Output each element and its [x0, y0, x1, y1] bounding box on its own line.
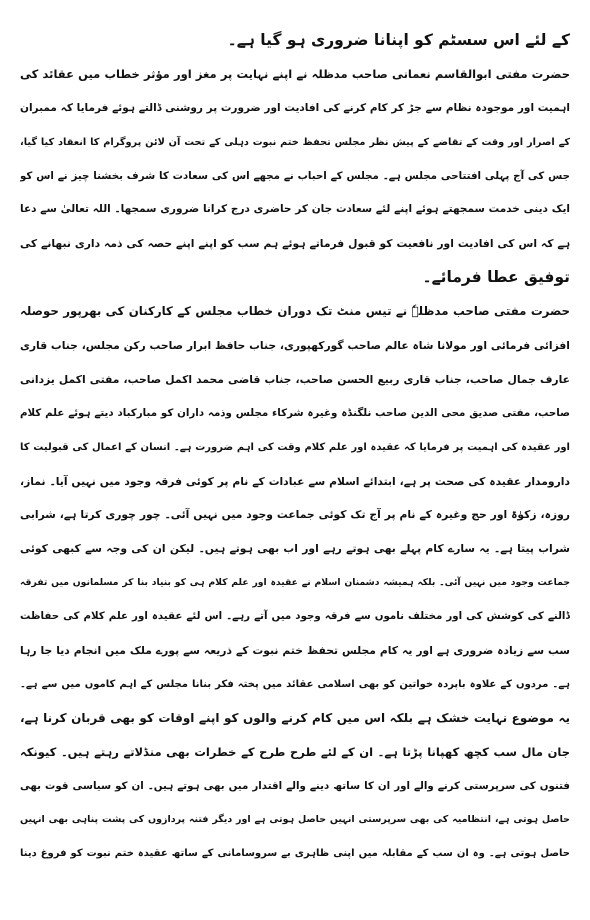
- text-line: ایک دینی خدمت سمجھتے ہوئے اپنے لئے سعادت جان کر حاضری درج کرانا ضروری سمجھا۔ اللہ تعالیٰ سے دعا: [20, 203, 570, 216]
- text-line: ڈالنے کی کوشش کی اور مختلف ناموں سے فرقہ وجود میں آتے رہے۔ اس لئے عقیدہ اور علم کلام کی حفاظت: [20, 610, 570, 623]
- text-line: حاصل ہوتی ہے، انتظامیہ کی بھی سرپرستی انہیں حاصل ہوتی ہے اور دیگر فتنہ پردازوں کی پشت پناہی بھی انہیں: [20, 814, 570, 826]
- text-line: صاحب، مفتی صدیق محی الدین صاحب نلگنڈہ وغیرہ شرکاء مجلس وذمہ داران کو مبارکباد دیتے ہوئے علم کلام: [20, 406, 570, 419]
- text-line: ہے۔ مردوں کے علاوہ باپردہ خواتین کو بھی اسلامی عقائد میں پختہ فکر بنانا مجلس کے اہم کاموں میں سے ہے۔: [20, 678, 570, 690]
- text-line: عارف جمال صاحب، جناب قاری ربیع الحسن صاحب، جناب قاضی محمد اکمل صاحب، مفتی اکمل یزدانی: [20, 372, 570, 386]
- text-line: حاصل ہوتی ہے۔ وہ ان سب کے مقابلہ میں اپنی ظاہری بے سروسامانی کے ساتھ عقیدہ ختم نبوت کو فروغ دینا: [20, 848, 570, 860]
- text-line: توفیق عطا فرمائے۔: [422, 268, 570, 287]
- text-line: اور عقیدہ کی اہمیت پر فرمایا کہ عقیدہ اور علم کلام وقت کی اہم ضرورت ہے۔ انسان کے اعمال کی قبولیت کا: [20, 441, 570, 453]
- text-line: کے اصرار اور وقت کے تقاضے کے پیش نظر مجلس تحفظ ختم نبوت دہلی کے تحت آن لائن پروگرام کا انعقاد کیا گیا،: [20, 136, 570, 148]
- text-line: کے لئے اس سسٹم کو اپنانا ضروری ہو گیا ہے۔: [227, 31, 570, 49]
- text-line: حضرت مفتی ابوالقاسم نعمانی صاحب مدظلہ نے اپنے نہایت پر مغز اور مؤثر خطاب میں عقائد کی: [20, 66, 570, 81]
- text-line: افزائی فرمائی اور مولانا شاہ عالم صاحب گورکھپوری، جناب حافظ ابرار صاحب رکن مجلس، جناب قاری: [20, 339, 570, 353]
- text-line: شراب پیتا ہے۔ یہ سارے کام پہلے بھی ہوتے رہے اور اب بھی ہوتے ہیں۔ لیکن ان کی وجہ سے کبھی کوئی: [20, 542, 570, 556]
- text-line: فتنوں کی سرپرستی کرنے والے اور ان کا ساتھ دینے والے اقتدار میں بھی ہوتے ہیں۔ ان کو سیاسی قوت بھی: [20, 779, 570, 792]
- text-line: جس کی آج پہلی افتتاحی مجلس ہے۔ مجلس کے احباب نے مجھے اس کی سعادت کا شرف بخشنا چیز نے اس کو: [20, 169, 570, 182]
- text-line: ہے کہ اس کی افادیت اور نافعیت کو قبول فرماتے ہوئے ہم سب کو اپنے اپنے حصہ کی ذمہ داری نبھانے کی: [20, 237, 570, 251]
- text-line: دارومدار عقیدہ کی صحت پر ہے، ابتدائے اسلام سے عبادات کے نام پر کوئی فرقہ وجود میں نہیں آیا۔ نماز،: [20, 474, 570, 488]
- text-line: جماعت وجود میں نہیں آئی۔ بلکہ ہمیشہ دشمنان اسلام نے عقیدہ اور علم کلام ہی کو بنیاد بنا کر مسلمانوں میں تفرقہ: [20, 577, 570, 589]
- urdu-article-body: [20, 24, 570, 871]
- text-line: اہمیت اور موجودہ نظام سے جڑ کر کام کرنے کی افادیت اور ضرورت پر روشنی ڈالتے ہوئے فرمایا کہ ممبران: [20, 101, 570, 114]
- text-line: یہ موضوع نہایت خشک ہے بلکہ اس میں کام کرنے والوں کو اپنے اوقات کو بھی قربان کرنا ہے،: [20, 710, 570, 725]
- text-line: روزہ، زکوٰۃ اور حج وغیرہ کے نام پر آج تک کوئی جماعت وجود میں نہیں آئی۔ چور چوری کرتا ہے، شرابی: [20, 508, 570, 522]
- text-line: جان مال سب کچھ کھپانا پڑتا ہے۔ ان کے لئے طرح طرح کے خطرات بھی منڈلاتے رہتے ہیں۔ کیونکہ: [20, 744, 570, 759]
- text-line: سب سے زیادہ ضروری ہے اور یہ کام مجلس تحفظ ختم نبوت کے ذریعہ سے پورے ملک میں انجام دیا جا رہا: [20, 644, 570, 658]
- text-line: حضرت مفتی صاحب مدظلہٗ نے تیس منٹ تک دوران خطاب مجلس کے کارکنان کی بھرپور حوصلہ: [20, 304, 570, 319]
